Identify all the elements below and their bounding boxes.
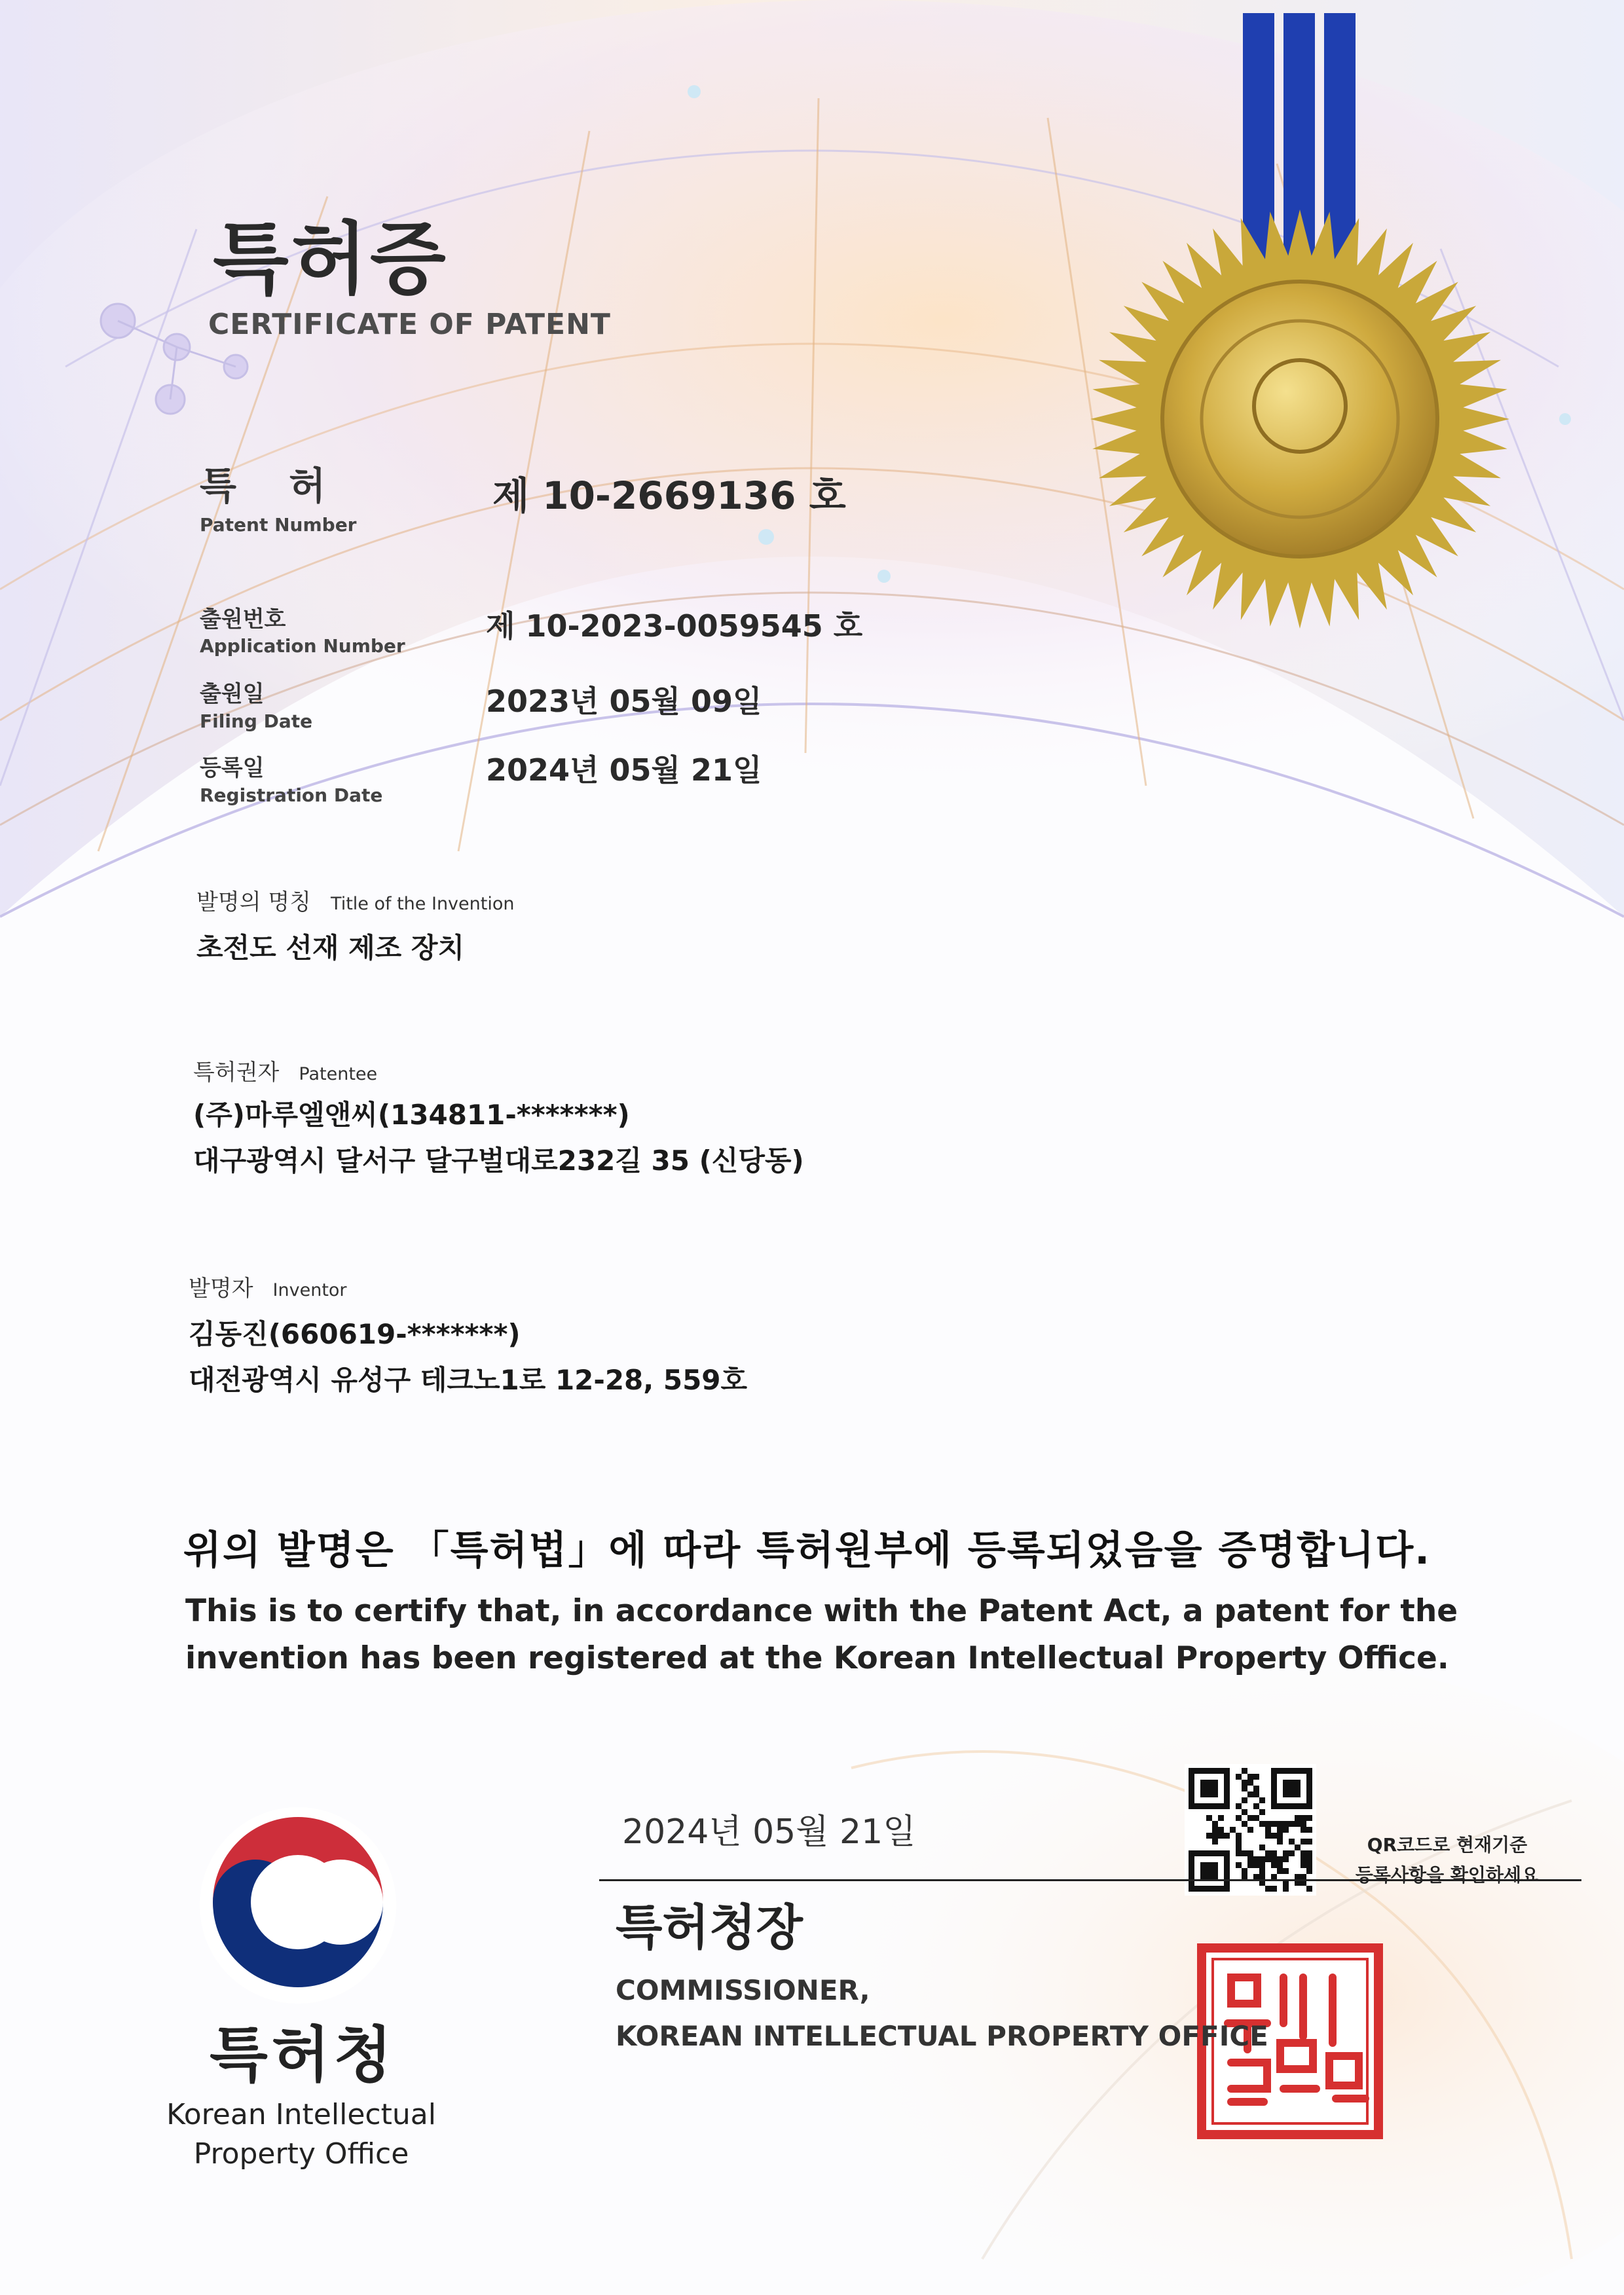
registration-date-label: 등록일 [200, 755, 265, 781]
issue-date: 2024년 05월 21일 [622, 1812, 916, 1852]
patentee-label: 특허권자 [193, 1059, 280, 1086]
patentee-address: 대구광역시 달서구 달구벌대로232길 35 (신당동) [193, 1145, 804, 1177]
kipo-logo-icon [200, 1807, 396, 2004]
patentee-header [193, 1054, 377, 1086]
qr-note-line2: 등록사항을 확인하세요 [1355, 1864, 1540, 1886]
patentee-label-en: Patentee [299, 1064, 378, 1084]
qr-note [1329, 1830, 1565, 1890]
registration-date-label-en: Registration Date [200, 784, 383, 806]
certification-statement-en: This is to certify that, in accordance with the Patent Act, a patent for the invention has been registered at the Korean Intellectual Property Office. [185, 1593, 1458, 1676]
filing-date-label-en: Filing Date [200, 710, 313, 732]
page-title: 특허증 [213, 214, 449, 305]
issuer-title-en-line2: KOREAN INTELLECTUAL PROPERTY OFFICE [616, 2020, 1268, 2052]
agency-name-en-line2: Property Office [193, 2137, 409, 2171]
invention-title-label: 발명의 명칭 [196, 889, 312, 915]
invention-title-header [196, 884, 514, 916]
patent-number-label-en: Patent Number [200, 514, 357, 536]
page-subtitle: CERTIFICATE OF PATENT [208, 308, 611, 341]
agency-name-en [157, 2095, 445, 2174]
inventor-label-en: Inventor [272, 1280, 347, 1300]
inventor-address: 대전광역시 유성구 테크노1로 12-28, 559호 [189, 1364, 748, 1396]
qr-note-line1: QR코드로 현재기준 [1367, 1834, 1528, 1856]
patent-number-label: 특 허 [200, 464, 346, 508]
filing-date-value: 2023년 05월 09일 [486, 684, 762, 719]
inventor-label: 발명자 [189, 1276, 253, 1302]
qr-code-icon [1185, 1764, 1316, 1896]
invention-title-value: 초전도 선재 제조 장치 [196, 932, 465, 964]
agency-name-en-line1: Korean Intellectual [166, 2098, 436, 2131]
application-number-label-en: Application Number [200, 635, 405, 657]
patent-number-value: 제 10-2669136 호 [492, 473, 846, 518]
application-number-value: 제 10-2023-0059545 호 [486, 608, 863, 644]
issuer-title-ko: 특허청장 [616, 1900, 803, 1956]
agency-name-ko: 특허청 [210, 2020, 396, 2090]
inventor-header [189, 1270, 347, 1302]
issuer-title-en-line1: COMMISSIONER, [616, 1974, 870, 2006]
inventor-name: 김동진(660619-*******) [189, 1318, 521, 1350]
filing-date-label: 출원일 [200, 681, 265, 707]
registration-date-value: 2024년 05월 21일 [486, 752, 762, 788]
patentee-name: (주)마루엘앤씨(134811-*******) [193, 1099, 630, 1131]
application-number-label: 출원번호 [200, 606, 286, 633]
invention-title-label-en: Title of the Invention [331, 894, 515, 914]
certification-statement-ko: 위의 발명은 「특허법」에 따라 특허원부에 등록되었음을 증명합니다. [183, 1528, 1431, 1573]
issuer-title-en [616, 1968, 1467, 2059]
